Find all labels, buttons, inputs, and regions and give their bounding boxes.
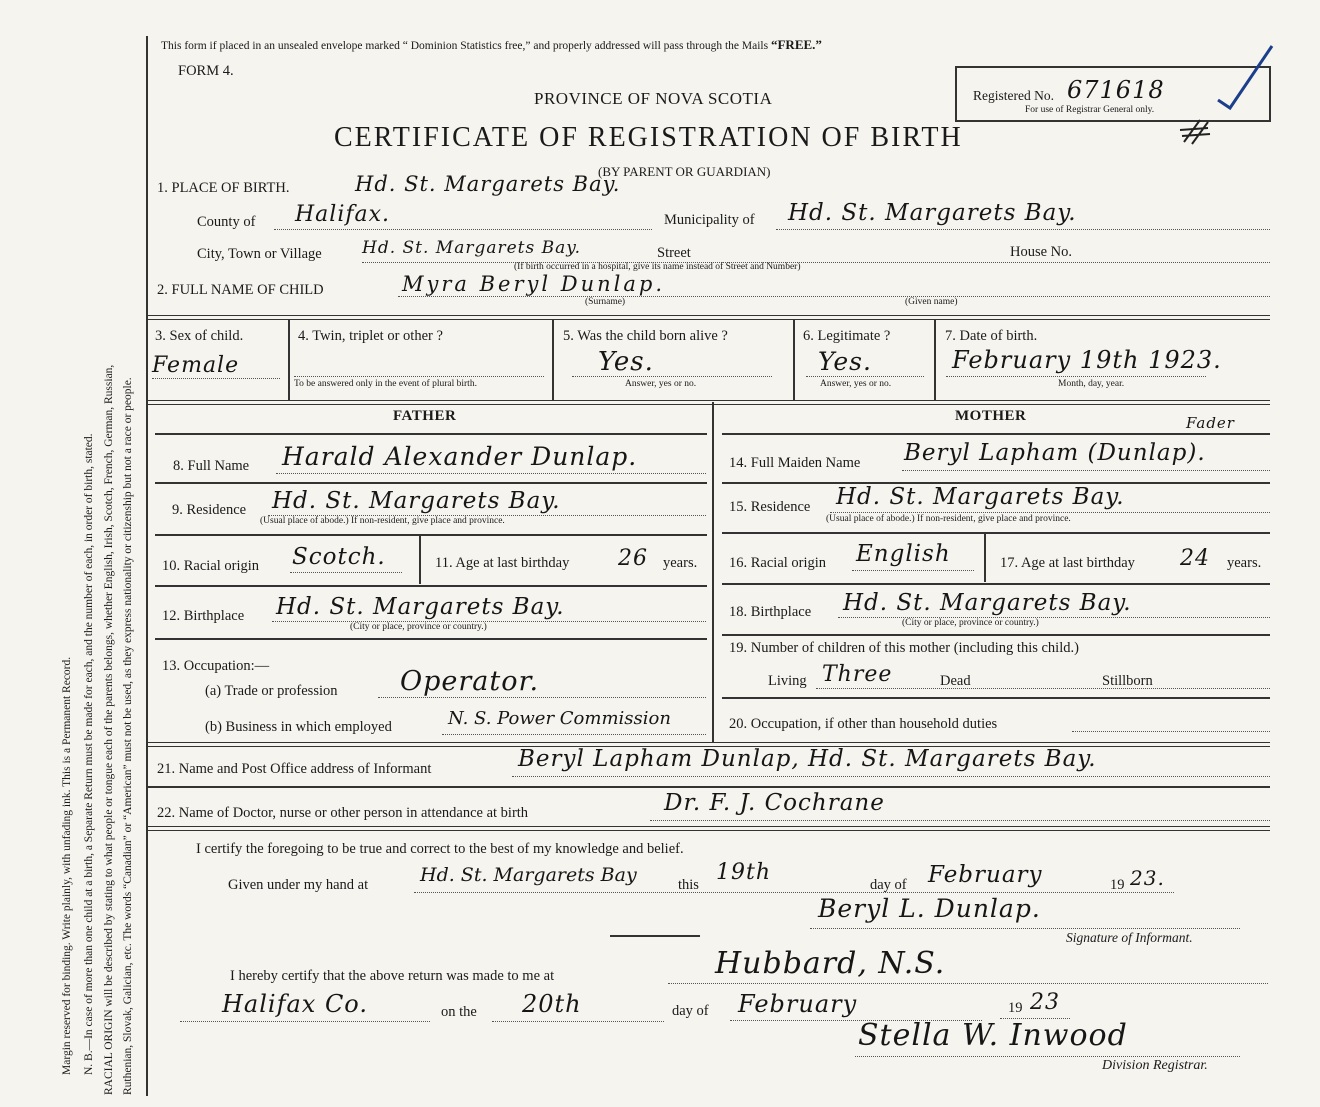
mother-age-label: 17. Age at last birthday — [1000, 555, 1135, 571]
legitimate-label: 6. Legitimate ? — [803, 328, 891, 344]
mother-birthplace-note: (City or place, province or country.) — [902, 618, 1039, 628]
stillborn-label: Stillborn — [1102, 673, 1153, 689]
dead-label: Dead — [940, 673, 971, 689]
legitimate-value: Yes. — [818, 347, 872, 376]
children-count-label: 19. Number of children of this mother (including this child.) — [729, 640, 1079, 656]
sex-value: Female — [152, 353, 240, 378]
place-of-birth-label: 1. PLACE OF BIRTH. — [157, 180, 290, 196]
mother-name-label: 14. Full Maiden Name — [729, 455, 861, 471]
father-residence-label: 9. Residence — [172, 502, 247, 518]
mother-birthplace-label: 18. Birthplace — [729, 604, 812, 620]
father-racial-label: 10. Racial origin — [162, 558, 260, 574]
municipality-value: Hd. St. Margarets Bay. — [788, 200, 1077, 226]
registered-no-value: 671618 — [1067, 76, 1165, 104]
father-birthplace-note: (City or place, province or country.) — [350, 622, 487, 632]
hospital-note: (If birth occurred in a hospital, give its name instead of Street and Number) — [514, 262, 801, 272]
form-number: FORM 4. — [178, 63, 234, 79]
registrar-use-note: For use of Registrar General only. — [1025, 105, 1155, 115]
registration-county-value: Halifax Co. — [222, 990, 368, 1018]
living-value: Three — [822, 662, 893, 687]
province-heading: PROVINCE OF NOVA SCOTIA — [534, 89, 773, 108]
father-heading: FATHER — [393, 408, 457, 424]
mother-occupation-label: 20. Occupation, if other than household duties — [729, 716, 998, 732]
business-label: (b) Business in which employed — [205, 719, 392, 735]
margin-note-racial-1: RACIAL ORIGIN will be described by stating to what people or tongue each of the parents belongs, whether English, Irish, Scotch, French, German, Russian, — [103, 364, 115, 1095]
father-name-value: Harald Alexander Dunlap. — [282, 442, 638, 471]
given-under-label: Given under my hand at — [228, 877, 369, 893]
mother-years-label: years. — [1227, 555, 1262, 571]
mail-note: This form if placed in an unsealed envelope marked “ Dominion Statistics free,” and properly addressed will pass through the Mails “FREE.” — [161, 37, 822, 52]
page-subtitle: (BY PARENT OR GUARDIAN) — [598, 164, 771, 179]
date-of-birth-value: February 19th 1923. — [952, 346, 1222, 374]
living-label: Living — [768, 673, 807, 689]
twin-note: To be answered only in the event of plural birth. — [294, 379, 477, 389]
father-years-label: years. — [663, 555, 698, 571]
margin-note-plural: N. B.—In case of more than one child at a birth, a Separate Return must be made for each, and the number of each, in order of birth, stated. — [83, 433, 95, 1075]
given-month-value: February — [928, 862, 1043, 888]
father-birthplace-value: Hd. St. Margarets Bay. — [276, 594, 565, 620]
margin-note-racial-2: Ruthenian, Slovak, Galician, etc. The words “Canadian” or “American” must not be used, as they express nationality or citizenship but not a race or people. — [122, 377, 134, 1095]
twin-label: 4. Twin, triplet or other ? — [298, 328, 443, 344]
registration-month-value: February — [738, 990, 858, 1018]
father-age-label: 11. Age at last birthday — [435, 555, 570, 571]
city-town-village-value: Hd. St. Margarets Bay. — [362, 238, 582, 258]
mother-residence-value: Hd. St. Margarets Bay. — [836, 484, 1125, 510]
check-mark-icon — [1170, 36, 1280, 146]
form-left-border — [146, 36, 148, 1096]
registration-day-of-label: day of — [672, 1003, 709, 1019]
surname-note: (Surname) — [585, 297, 626, 307]
city-town-village-label: City, Town or Village — [197, 246, 322, 262]
mother-racial-value: English — [856, 541, 951, 567]
registered-no-label: Registered No. — [973, 88, 1054, 103]
registration-day-value: 20th — [522, 990, 582, 1018]
doctor-label: 22. Name of Doctor, nurse or other person in attendance at birth — [157, 805, 529, 821]
date-of-birth-label: 7. Date of birth. — [945, 328, 1038, 344]
father-age-value: 26 — [618, 546, 648, 571]
given-name-note: (Given name) — [905, 297, 958, 307]
trade-label: (a) Trade or profession — [205, 683, 338, 699]
born-alive-value: Yes. — [598, 347, 654, 377]
mother-residence-label: 15. Residence — [729, 499, 811, 515]
county-label: County of — [197, 214, 256, 230]
certify-statement: I certify the foregoing to be true and correct to the best of my knowledge and belief. — [196, 841, 684, 857]
father-occupation-label: 13. Occupation:— — [162, 658, 270, 674]
father-name-label: 8. Full Name — [173, 458, 250, 474]
county-value: Halifax. — [295, 202, 391, 227]
mother-name-value: Beryl Lapham (Dunlap). — [904, 440, 1206, 466]
informant-signature: Beryl L. Dunlap. — [818, 894, 1041, 923]
given-place-value: Hd. St. Margarets Bay — [420, 864, 637, 886]
mother-racial-label: 16. Racial origin — [729, 555, 827, 571]
business-value: N. S. Power Commission — [448, 708, 671, 729]
father-residence-value: Hd. St. Margarets Bay. — [272, 488, 561, 514]
mother-age-value: 24 — [1180, 546, 1210, 571]
given-day-value: 19th — [716, 860, 772, 885]
division-registrar-label: Division Registrar. — [1102, 1058, 1208, 1073]
doctor-value: Dr. F. J. Cochrane — [664, 790, 885, 816]
informant-value: Beryl Lapham Dunlap, Hd. St. Margarets Bay. — [518, 746, 1097, 772]
born-alive-note: Answer, yes or no. — [625, 379, 697, 389]
mother-residence-note: (Usual place of abode.) If non-resident, give place and province. — [826, 514, 1071, 524]
house-no-label: House No. — [1010, 244, 1073, 260]
born-alive-label: 5. Was the child born alive ? — [563, 328, 728, 344]
father-birthplace-label: 12. Birthplace — [162, 608, 245, 624]
given-year-value: 23. — [1130, 866, 1165, 890]
registrar-signature: Stella W. Inwood — [858, 1018, 1128, 1053]
parents-divider — [712, 402, 714, 742]
child-name-label: 2. FULL NAME OF CHILD — [157, 282, 324, 298]
signature-of-informant-label: Signature of Informant. — [1066, 930, 1193, 945]
child-name-value: Myra Beryl Dunlap. — [402, 272, 665, 296]
mother-annotation: Fader — [1186, 414, 1235, 432]
informant-label: 21. Name and Post Office address of Informant — [157, 761, 432, 777]
margin-note-binding: Margin reserved for binding. Write plainly, with unfading ink. This is a Permanent Record. — [61, 656, 73, 1075]
mother-birthplace-value: Hd. St. Margarets Bay. — [843, 590, 1132, 616]
trade-value: Operator. — [400, 666, 540, 697]
page-title: CERTIFICATE OF REGISTRATION OF BIRTH — [334, 122, 963, 153]
registration-year-value: 23 — [1030, 990, 1060, 1015]
registration-year-prefix: 19 — [1008, 1000, 1023, 1016]
this-label: this — [678, 877, 699, 893]
registration-place-value: Hubbard, N.S. — [715, 946, 946, 981]
year-prefix-label: 19 — [1110, 877, 1125, 893]
legitimate-note: Answer, yes or no. — [820, 379, 892, 389]
registrar-statement: I hereby certify that the above return was made to me at — [230, 968, 555, 984]
municipality-label: Municipality of — [664, 212, 755, 228]
father-residence-note: (Usual place of abode.) If non-resident, give place and province. — [260, 516, 505, 526]
place-of-birth-value: Hd. St. Margarets Bay. — [355, 172, 621, 196]
date-of-birth-note: Month, day, year. — [1058, 379, 1125, 389]
street-label: Street — [657, 245, 691, 261]
sex-label: 3. Sex of child. — [155, 328, 244, 344]
mother-heading: MOTHER — [955, 408, 1027, 424]
father-racial-value: Scotch. — [292, 544, 386, 570]
on-the-label: on the — [441, 1004, 477, 1020]
day-of-label: day of — [870, 877, 907, 893]
